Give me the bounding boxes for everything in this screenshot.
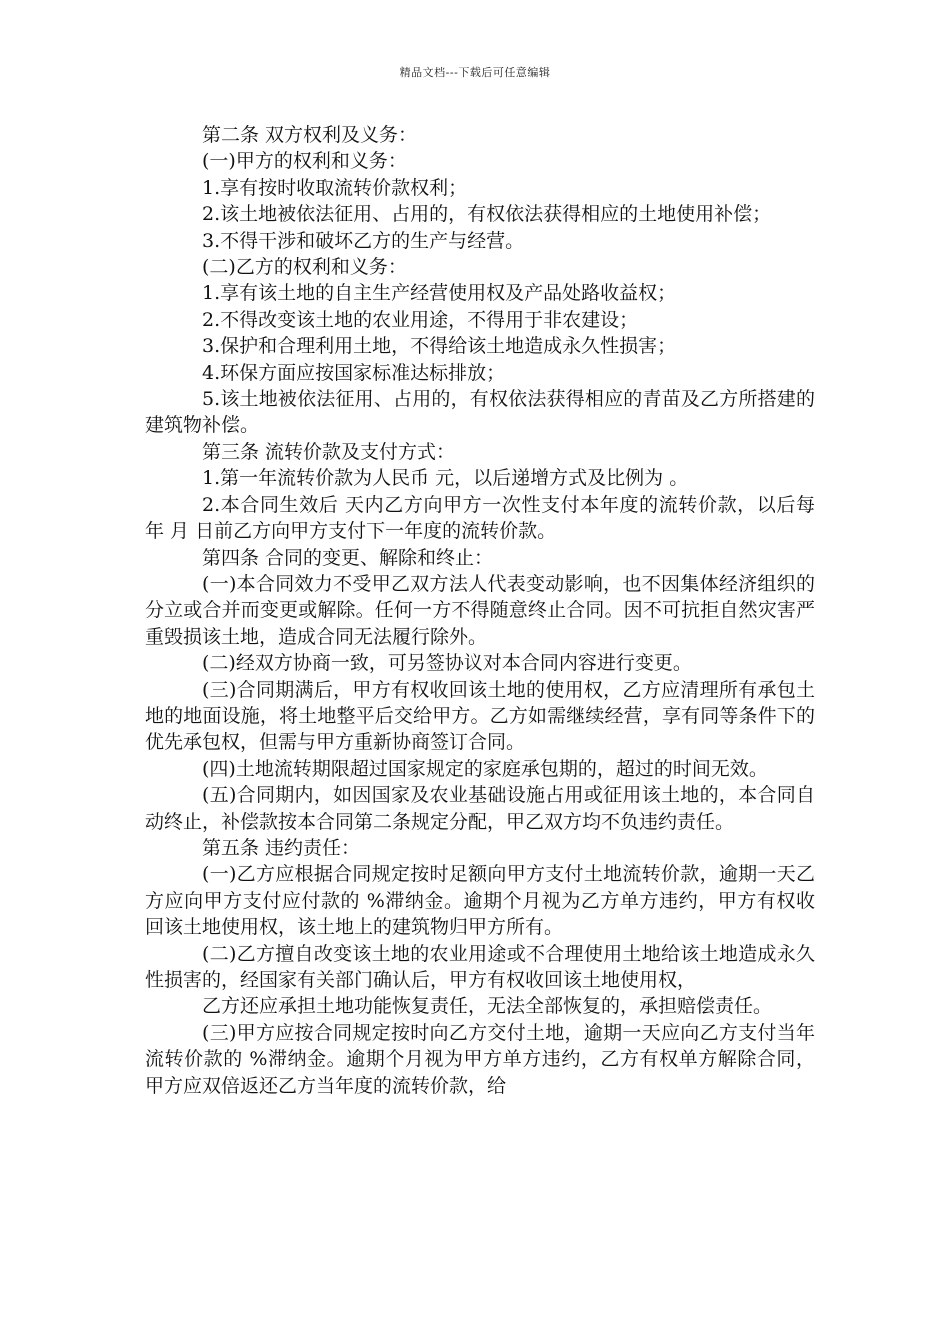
change-clause-3: (三)合同期满后，甲方有权收回该土地的使用权，乙方应清理所有承包土地的地面设施，将土地整平后交给甲方。乙方如需继续经营，享有同等条件下的优先承包权，但需与甲方重新协商签订合同。 xyxy=(145,678,815,754)
article-3-heading: 第三条 流转价款及支付方式： xyxy=(202,440,456,463)
party-b-clause-2: 2.不得改变该土地的农业用途，不得用于非农建设； xyxy=(202,308,639,331)
change-clause-1: (一)本合同效力不受甲乙双方法人代表变动影响，也不因集体经济组织的分立或合并而变更或解除。任何一方不得随意终止合同。因不可抗拒自然灾害严重毁损该土地，造成合同无法履行除外。 xyxy=(145,572,815,648)
document-body xyxy=(145,122,815,1099)
breach-clause-1: (一)乙方应根据合同规定按时足额向甲方支付土地流转价款，逾期一天乙方应向甲方支付应付款的 %滞纳金。逾期个月视为乙方单方违约，甲方有权收回该土地使用权，该土地上的建筑物归甲方所有。 xyxy=(145,863,815,939)
party-b-rights-heading: (二)乙方的权利和义务： xyxy=(202,256,407,279)
article-2-heading: 第二条 双方权利及义务： xyxy=(202,124,418,146)
page-header: 精品文档---下载后可任意编辑 xyxy=(399,66,551,79)
party-a-clause-3: 3.不得干涉和破坏乙方的生产与经营。 xyxy=(202,229,525,252)
party-a-clause-1: 1.享有按时收取流转价款权利； xyxy=(202,176,468,199)
party-a-rights-heading: (一)甲方的权利和义务： xyxy=(202,150,407,173)
party-b-clause-3: 3.保护和合理利用土地，不得给该土地造成永久性损害； xyxy=(202,335,677,358)
article-4-heading: 第四条 合同的变更、解除和终止： xyxy=(202,546,494,569)
breach-clause-3: (三)甲方应按合同规定按时向乙方交付土地，逾期一天应向乙方支付当年流转价款的 %滞纳金。逾期个月视为甲方单方违约，乙方有权单方解除合同，甲方应双倍返还乙方当年度的流转价款，给 xyxy=(145,1021,815,1097)
change-clause-2: (二)经双方协商一致，可另签协议对本合同内容进行变更。 xyxy=(202,652,692,675)
breach-clause-2-continued: 乙方还应承担土地功能恢复责任，无法全部恢复的，承担赔偿责任。 xyxy=(202,995,773,1018)
party-b-clause-5: 5.该土地被依法征用、占用的，有权依法获得相应的青苗及乙方所搭建的建筑物补偿。 xyxy=(145,388,815,437)
party-a-clause-2: 2.该土地被依法征用、占用的，有权依法获得相应的土地使用补偿； xyxy=(202,203,772,226)
article-5-heading: 第五条 违约责任： xyxy=(202,836,361,859)
party-b-clause-4: 4.环保方面应按国家标准达标排放； xyxy=(202,361,506,384)
payment-clause-1: 1.第一年流转价款为人民币 元，以后递增方式及比例为 。 xyxy=(202,467,689,490)
payment-clause-2: 2.本合同生效后 天内乙方向甲方一次性支付本年度的流转价款，以后每年 月 日前乙方向甲方支付下一年度的流转价款。 xyxy=(145,493,815,543)
change-clause-4: (四)土地流转期限超过国家规定的家庭承包期的，超过的时间无效。 xyxy=(202,757,768,780)
breach-clause-2: (二)乙方擅自改变该土地的农业用途或不合理使用土地给该土地造成永久性损害的，经国家有关部门确认后，甲方有权收回该土地使用权， xyxy=(145,942,815,991)
party-b-clause-1: 1.享有该土地的自主生产经营使用权及产品处路收益权； xyxy=(202,282,677,305)
change-clause-5: (五)合同期内，如因国家及农业基础设施占用或征用该土地的，本合同自动终止，补偿款按本合同第二条规定分配，甲乙双方均不负违约责任。 xyxy=(145,784,815,833)
